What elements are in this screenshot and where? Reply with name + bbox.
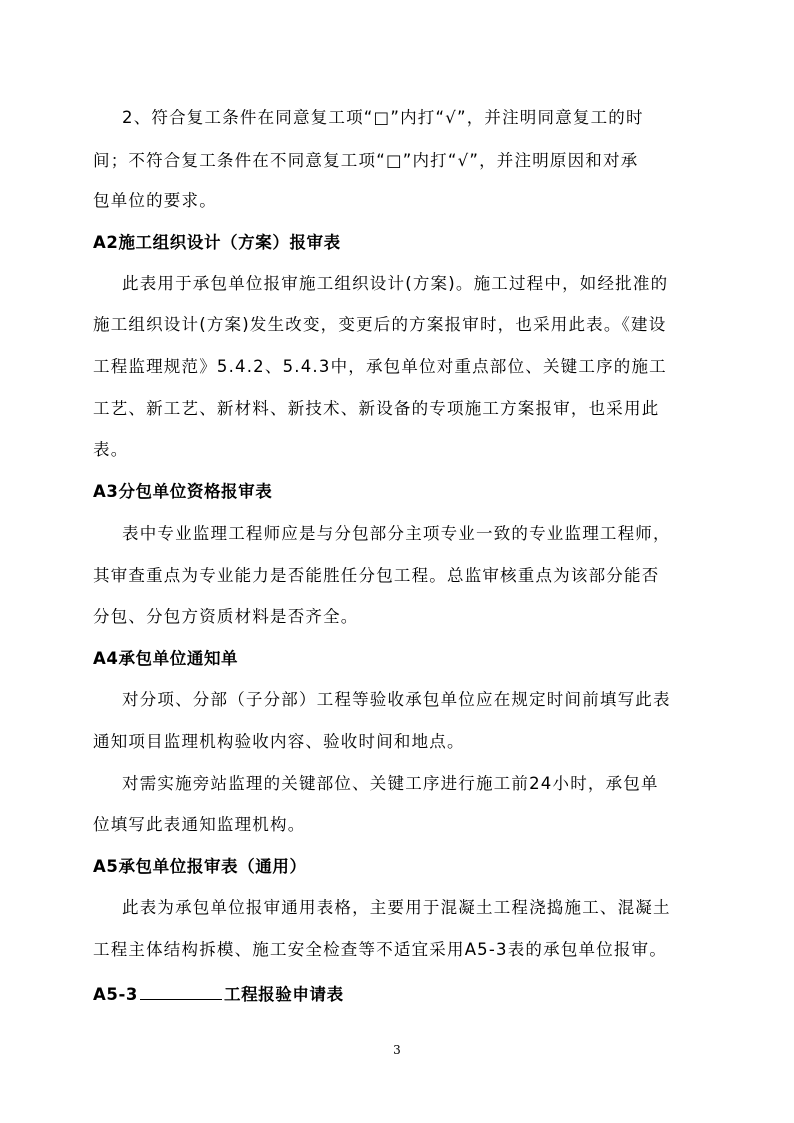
section-a2-line-1: 此表用于承包单位报审施工组织设计(方案)。施工过程中，如经批准的	[122, 274, 669, 293]
section-a4-p1-line-1: 对分项、分部（子分部）工程等验收承包单位应在规定时间前填写此表	[122, 690, 671, 709]
section-a3-line-3: 分包、分包方资质材料是否齐全。	[93, 607, 359, 626]
section-a2-line-2: 施工组织设计(方案)发生改变，变更后的方案报审时，也采用此表。《建设	[93, 315, 667, 334]
section-a3-line-2: 其审查重点为专业能力是否能胜任分包工程。总监审核重点为该部分能否	[93, 566, 660, 585]
section-a4-p1-line-2: 通知项目监理机构验收内容、验收时间和地点。	[93, 732, 465, 751]
section-a5-line-2: 工程主体结构拆模、施工安全检查等不适宜采用A5-3表的承包单位报审。	[93, 940, 668, 959]
section-a5-line-1: 此表为承包单位报审通用表格，主要用于混凝土工程浇捣施工、混凝土	[122, 898, 671, 917]
blank-underline	[140, 981, 222, 1000]
note-2-line-2: 间；不符合复工条件在不同意复工项“□”内打“√”，并注明原因和对承	[93, 151, 639, 170]
section-a4-heading: A4承包单位通知单	[93, 649, 239, 668]
section-a5-heading: A5承包单位报审表（通用）	[93, 857, 307, 876]
section-a2-line-4: 工艺、新工艺、新材料、新技术、新设备的专项施工方案报审，也采用此	[93, 399, 660, 418]
section-a2-heading: A2施工组织设计（方案）报审表	[93, 233, 341, 252]
section-a3-line-1: 表中专业监理工程师应是与分包部分主项专业一致的专业监理工程师，	[122, 524, 671, 543]
note-2-line-3: 包单位的要求。	[93, 191, 217, 210]
section-a3-heading: A3分包单位资格报审表	[93, 482, 273, 501]
section-a5-3-heading-suffix: 工程报验申请表	[223, 985, 344, 1004]
section-a4-p2-line-2: 位填写此表通知监理机构。	[93, 815, 306, 834]
note-2-line-1: 2、符合复工条件在同意复工项“□”内打“√”，并注明同意复工的时	[122, 108, 644, 127]
section-a4-p2-line-1: 对需实施旁站监理的关键部位、关键工序进行施工前24小时，承包单	[122, 774, 659, 793]
page-number: 3	[393, 1043, 401, 1057]
section-a5-3-heading-prefix: A5-3	[93, 985, 138, 1004]
section-a2-line-5: 表。	[93, 440, 129, 459]
section-a5-3-heading	[93, 981, 344, 1006]
section-a2-line-3: 工程监理规范》5.4.2、5.4.3中，承包单位对重点部位、关键工序的施工	[93, 357, 667, 376]
